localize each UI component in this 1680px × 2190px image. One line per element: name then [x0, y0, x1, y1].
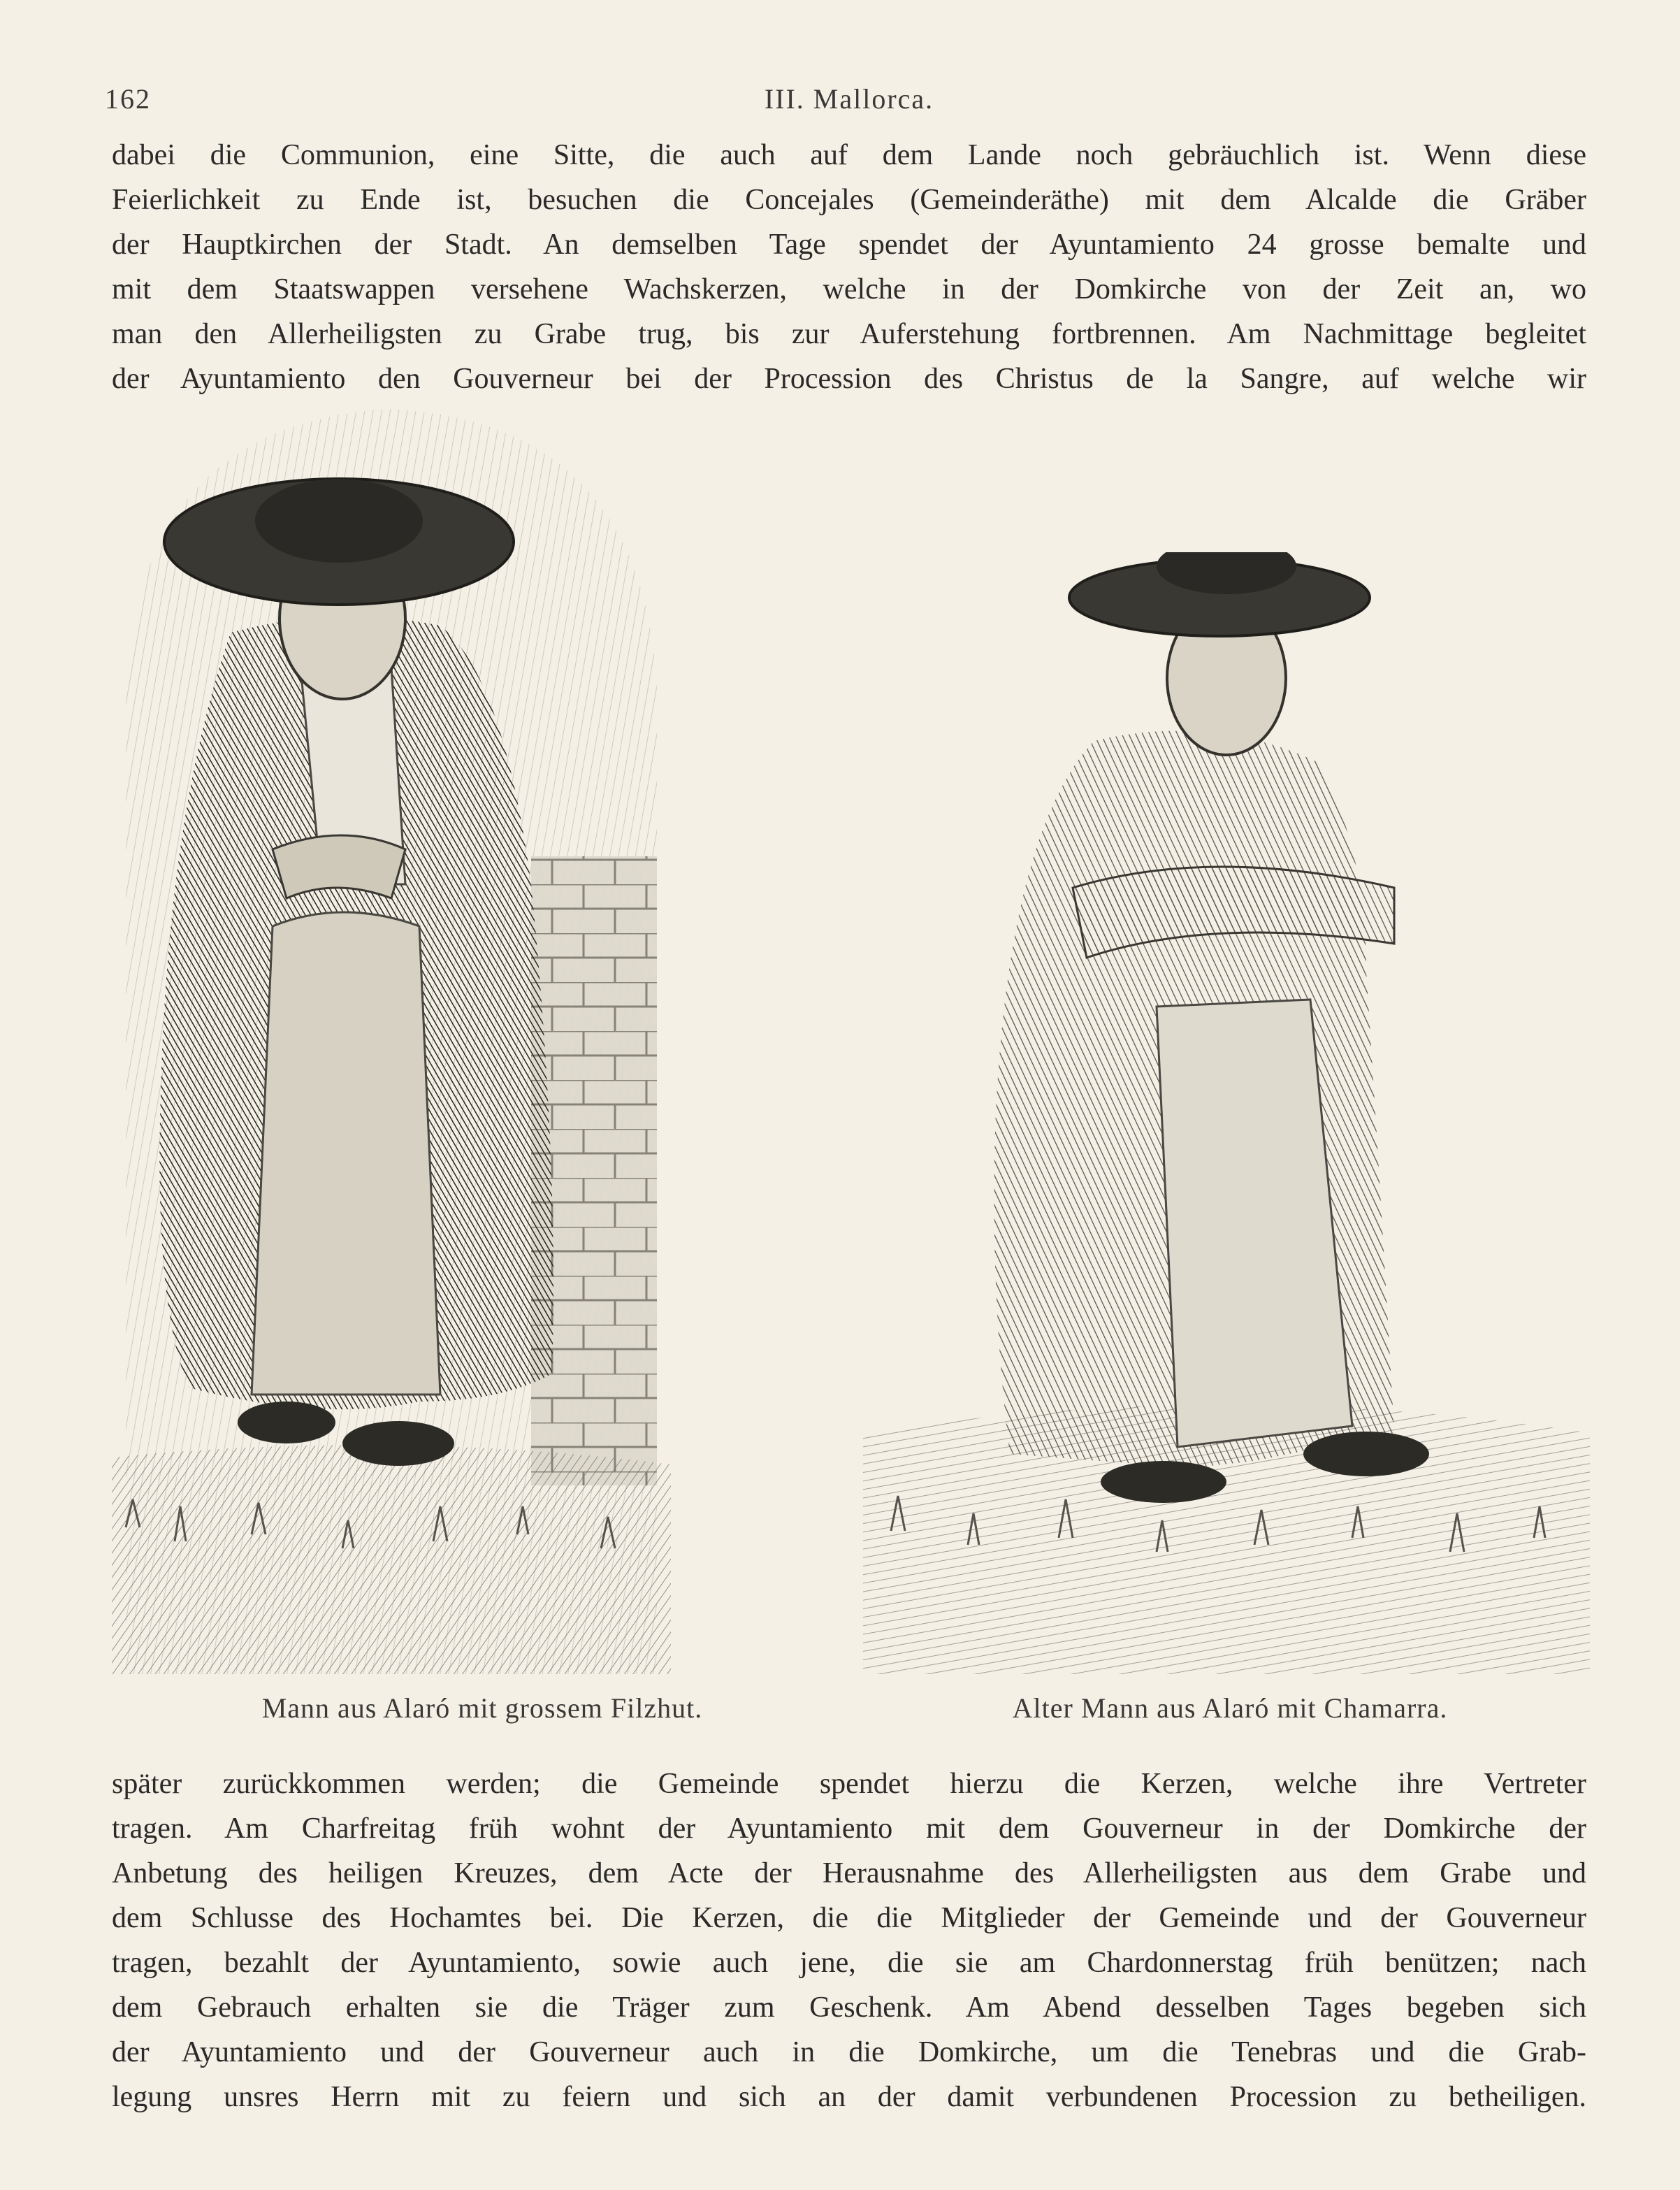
engraving-left-illustration: [112, 395, 671, 1674]
text-line: legung unsres Herrn mit zu feiern und sich an der damit verbundenen Procession zu betheiligen.: [112, 2081, 1586, 2113]
engraving-man-with-felt-hat: [112, 395, 671, 1674]
engraving-right-illustration: [863, 552, 1590, 1674]
text-line: der Ayuntamiento den Gouverneur bei der Procession des Christus de la Sangre, auf welche wir: [112, 363, 1586, 395]
paragraph-top: [112, 133, 1586, 401]
page-number: 162: [105, 83, 151, 115]
text-line: dem Schlusse des Hochamtes bei. Die Kerzen, die die Mitglieder der Gemeinde und der Gouverneur: [112, 1902, 1586, 1934]
text-line: der Hauptkirchen der Stadt. An demselben Tage spendet der Ayuntamiento 24 grosse bemalte und: [112, 229, 1586, 261]
text-line: Anbetung des heiligen Kreuzes, dem Acte der Herausnahme des Allerheiligsten aus dem Grabe und: [112, 1857, 1586, 1889]
text-line: später zurückkommen werden; die Gemeinde spendet hierzu die Kerzen, welche ihre Vertreter: [112, 1768, 1586, 1800]
text-line: tragen. Am Charfreitag früh wohnt der Ayuntamiento mit dem Gouverneur in der Domkirche der: [112, 1813, 1586, 1845]
engraving-old-man-with-chamarra: [863, 552, 1590, 1674]
text-line: tragen, bezahlt der Ayuntamiento, sowie auch jene, die sie am Chardonnerstag früh benützen; nach: [112, 1947, 1586, 1979]
figure-caption-left: Mann aus Alaró mit grossem Filzhut.: [261, 1692, 703, 1724]
running-head: [105, 82, 1593, 124]
text-line: dem Gebrauch erhalten sie die Träger zum Geschenk. Am Abend desselben Tages begeben sich: [112, 1991, 1586, 2024]
paragraph-bottom: [112, 1762, 1586, 2119]
chapter-title: III. Mallorca.: [764, 83, 934, 115]
text-line: Feierlichkeit zu Ende ist, besuchen die Concejales (Gemeinderäthe) mit dem Alcalde die Gräber: [112, 184, 1586, 216]
text-line: mit dem Staatswappen versehene Wachskerzen, welche in der Domkirche von der Zeit an, wo: [112, 273, 1586, 305]
text-line: man den Allerheiligsten zu Grabe trug, bis zur Auferstehung fortbrennen. Am Nachmittage begleitet: [112, 318, 1586, 350]
text-line: der Ayuntamiento und der Gouverneur auch in die Domkirche, um die Tenebras und die Grab-: [112, 2036, 1586, 2068]
text-line: dabei die Communion, eine Sitte, die auch auf dem Lande noch gebräuchlich ist. Wenn diese: [112, 139, 1586, 171]
figure-caption-right: Alter Mann aus Alaró mit Chamarra.: [1012, 1692, 1448, 1724]
